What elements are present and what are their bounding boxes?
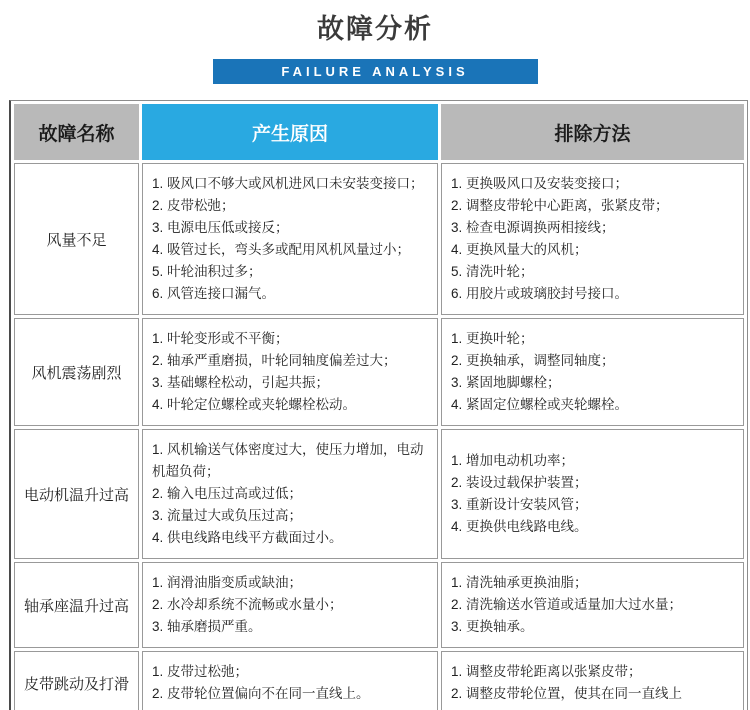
list-line: 2. 皮带轮位置偏向不在同一直线上。 (152, 686, 370, 701)
list-line: 3. 轴承磨损严重。 (152, 619, 262, 634)
list-line: 4. 供电线路电线平方截面过小。 (152, 530, 343, 545)
cause-list-cell (142, 163, 438, 315)
list-line: 5. 清洗叶轮； (451, 264, 534, 279)
subtitle-bar (213, 59, 538, 84)
column-header-cause: 产生原因 (142, 104, 438, 160)
list-line: 6. 风管连接口漏气。 (152, 286, 276, 301)
solution-list-cell (441, 429, 744, 559)
list-line: 2. 调整皮带轮位置，使其在同一直线上 (451, 686, 683, 701)
list-line: 2. 水冷却系统不流畅或水量小； (152, 597, 343, 612)
list-line: 3. 基础螺栓松动，引起共振； (152, 375, 330, 390)
list-line: 1. 调整皮带轮距离以张紧皮带； (451, 664, 642, 679)
table-row (14, 651, 744, 710)
list-line: 4. 叶轮定位螺栓或夹轮螺栓松动。 (152, 397, 357, 412)
fault-name-cell: 轴承座温升过高 (14, 562, 139, 648)
list-line: 2. 调整皮带轮中心距离，张紧皮带； (451, 198, 669, 213)
column-header-solution: 排除方法 (441, 104, 744, 160)
cause-list-cell (142, 651, 438, 710)
list-line: 3. 电源电压低或接反； (152, 220, 289, 235)
list-line: 2. 装设过载保护装置； (451, 475, 588, 490)
cause-list-cell (142, 562, 438, 648)
list-line: 1. 更换吸风口及安装变接口； (451, 176, 629, 191)
fault-name-cell: 风机震荡剧烈 (14, 318, 139, 426)
list-line: 2. 轴承严重磨损，叶轮同轴度偏差过大； (152, 353, 397, 368)
list-line: 3. 流量过大或负压过高； (152, 508, 303, 523)
cause-list-cell (142, 318, 438, 426)
list-line: 1. 润滑油脂变质或缺油； (152, 575, 303, 590)
list-line: 4. 更换风量大的风机； (451, 242, 588, 257)
solution-list-cell (441, 163, 744, 315)
fault-name-cell: 风量不足 (14, 163, 139, 315)
page-title: 故障分析 (317, 14, 433, 44)
solution-list-cell (441, 651, 744, 710)
table-row (14, 163, 744, 315)
list-line: 2. 清洗输送水管道或适量加大过水量； (451, 597, 683, 612)
list-line: 1. 吸风口不够大或风机进风口未安装变接口； (152, 176, 424, 191)
table-row (14, 562, 744, 648)
solution-list-cell (441, 562, 744, 648)
list-line: 3. 更换轴承。 (451, 619, 534, 634)
list-line: 1. 清洗轴承更换油脂； (451, 575, 588, 590)
list-line: 4. 更换供电线路电线。 (451, 519, 588, 534)
list-line: 1. 风机输送气体密度过大，使压力增加，电动机超负荷； (152, 442, 424, 479)
list-line: 4. 吸管过长，弯头多或配用风机风量过小； (152, 242, 411, 257)
table-header-row (14, 104, 744, 160)
list-line: 3. 重新设计安装风管； (451, 497, 588, 512)
subtitle-text: FAILURE ANALYSIS (281, 64, 469, 79)
list-line: 2. 输入电压过高或过低； (152, 486, 303, 501)
list-line: 1. 更换叶轮； (451, 331, 534, 346)
list-line: 1. 皮带过松弛； (152, 664, 249, 679)
list-line: 3. 紧固地脚螺栓； (451, 375, 561, 390)
list-line: 1. 增加电动机功率； (451, 453, 575, 468)
list-line: 2. 更换轴承，调整同轴度； (451, 353, 615, 368)
list-line: 5. 叶轮油积过多； (152, 264, 262, 279)
list-line: 6. 用胶片或玻璃胶封号接口。 (451, 286, 629, 301)
table-row (14, 429, 744, 559)
list-line: 1. 叶轮变形或不平衡； (152, 331, 289, 346)
list-line: 2. 皮带松弛； (152, 198, 235, 213)
column-header-fault-name: 故障名称 (14, 104, 139, 160)
solution-list-cell (441, 318, 744, 426)
table-row (14, 318, 744, 426)
fault-name-cell: 电动机温升过高 (14, 429, 139, 559)
cause-list-cell (142, 429, 438, 559)
fault-name-cell: 皮带跳动及打滑 (14, 651, 139, 710)
failure-analysis-table (9, 100, 748, 710)
list-line: 3. 检查电源调换两相接线； (451, 220, 615, 235)
list-line: 4. 紧固定位螺栓或夹轮螺栓。 (451, 397, 629, 412)
